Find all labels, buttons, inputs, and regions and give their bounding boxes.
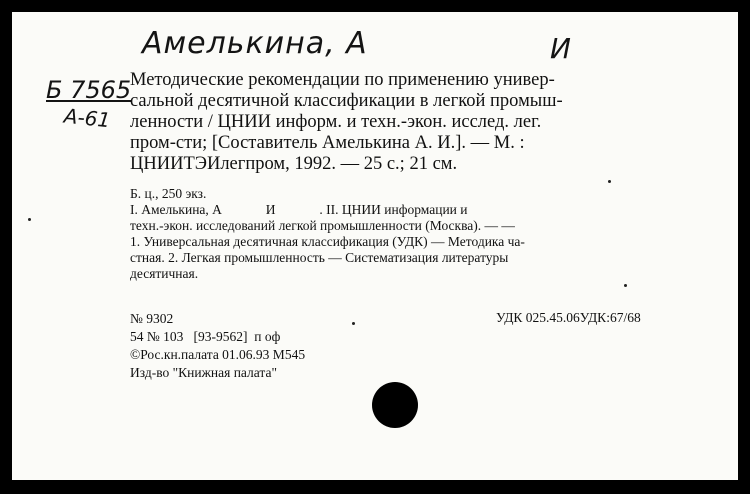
entry-line: ленности / ЦНИИ информ. и техн.-экон. исслед. лег.	[130, 112, 542, 132]
handwritten-shelf-code: Б 7565	[46, 76, 132, 104]
subject-notes	[130, 186, 690, 282]
meta-line: 1. Универсальная десятичная классификация (УДК) — Методика ча-	[130, 234, 525, 249]
footer-line: Изд-во "Книжная палата"	[130, 365, 277, 380]
handwritten-author: Амелькина, А	[142, 26, 368, 61]
punch-hole	[372, 382, 418, 428]
entry-line: сальной десятичной классификации в легкой промыш-	[130, 91, 563, 111]
footer-line: № 9302	[130, 311, 174, 326]
footer-line: 54 № 103 [93-9562] п оф	[130, 329, 281, 344]
footer-line: ©Рос.кн.палата 01.06.93 М545	[130, 347, 306, 362]
meta-line: техн.-экон. исследований легкой промышленности (Москва). — —	[130, 218, 515, 233]
bibliographic-entry	[130, 70, 690, 175]
meta-line: Б. ц., 250 экз.	[130, 186, 207, 201]
meta-line: стная. 2. Легкая промышленность — Систематизация литературы	[130, 250, 509, 265]
speck	[28, 218, 31, 221]
speck	[608, 180, 611, 183]
entry-line: пром-сти; [Составитель Амелькина А. И.]. — М. :	[130, 133, 525, 153]
udk-code: УДК 025.45.06УДК:67/68	[496, 310, 641, 325]
meta-line: десятичная.	[130, 266, 199, 281]
entry-line: Методические рекомендации по применению универ-	[130, 70, 555, 90]
meta-line: I. Амелькина, А И . II. ЦНИИ информации и	[130, 202, 468, 217]
handwritten-shelf-code-2: А-61	[62, 103, 112, 133]
entry-line: ЦНИИТЭИлегпром, 1992. — 25 с.; 21 см.	[130, 154, 458, 174]
speck	[352, 322, 355, 325]
speck	[624, 284, 627, 287]
catalog-card	[12, 12, 738, 480]
handwritten-initial: И	[550, 32, 571, 65]
